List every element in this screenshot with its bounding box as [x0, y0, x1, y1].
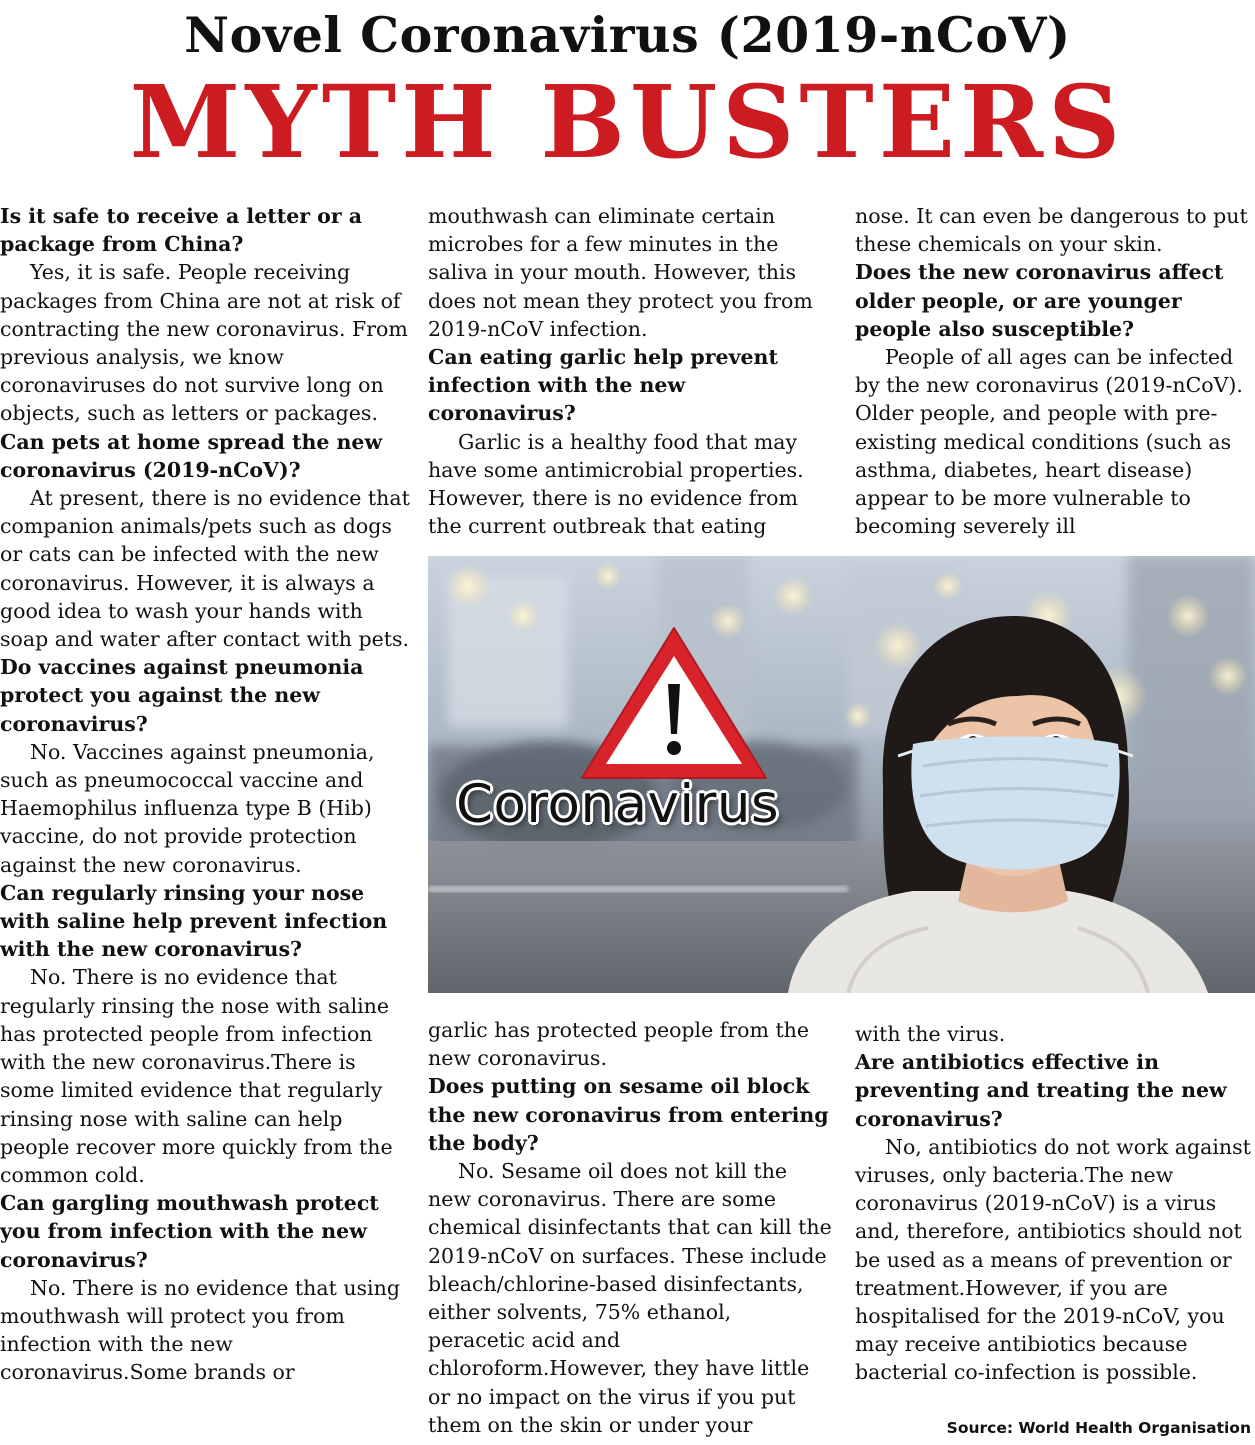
question-heading: Can gargling mouthwash protect you from infection with the new coronavirus?: [0, 1191, 379, 1272]
answer-text: No. Vaccines against pneumonia, such as pneumococcal vaccine and Haemophilus influenza type B (Hib) vaccine, do not provide protection against the new coronavirus.: [0, 739, 375, 877]
question-heading: Does the new coronavirus affect older people, or are younger people also susceptible?: [855, 260, 1224, 341]
question-heading: Can pets at home spread the new coronavirus (2019-nCoV)?: [0, 429, 383, 482]
answer-text: No. There is no evidence that regularly rinsing the nose with saline has protected people from infection with the new coronavirus.There is some limited evidence that regularly rinsing nose with saline can help people recover more quickly from the common cold.: [0, 965, 393, 1187]
answer-text: No. There is no evidence that using mouthwash will protect you from infection with the new coronavirus.Some brands or: [0, 1275, 400, 1385]
continued-text: with the virus.: [855, 1022, 1006, 1046]
coronavirus-photo: [428, 556, 1255, 993]
answer-text: At present, there is no evidence that companion animals/pets such as dogs or cats can be infected with the new coronavirus. However, it is always a good idea to wash your hands with soap and water after contact with pets.: [0, 486, 410, 652]
column-2-top: [428, 202, 833, 540]
page-subtitle: Novel Coronavirus (2019-nCoV): [184, 6, 1071, 64]
continued-text: garlic has protected people from the new coronavirus.: [428, 1018, 810, 1071]
question-heading: Do vaccines against pneumonia protect you against the new coronavirus?: [0, 655, 364, 736]
question-heading: Can eating garlic help prevent infection with the new coronavirus?: [428, 345, 778, 426]
answer-text: Yes, it is safe. People receiving packages from China are not at risk of contracting the new coronavirus. From previous analysis, we know coronaviruses do not survive long on objects, such as letters or packages.: [0, 260, 408, 426]
answer-text: Garlic is a healthy food that may have some antimicrobial properties. However, there is no evidence from the current outbreak that eating: [428, 429, 804, 539]
question-heading: Is it safe to receive a letter or a package from China?: [0, 204, 363, 257]
question-heading: Are antibiotics effective in preventing and treating the new coronavirus?: [855, 1050, 1227, 1131]
answer-text: No. Sesame oil does not kill the new coronavirus. There are some chemical disinfectants that can kill the 2019-nCoV on surfaces. These include bleach/chlorine-based disinfectants, either solvents, 75% ethanol, peracetic acid and chloroform.However, they have little or no impact on the virus if you put them on the skin or under your: [428, 1159, 832, 1437]
coronavirus-caption: Coronavirus: [456, 774, 780, 835]
source-credit: Source: World Health Organisation: [946, 1419, 1251, 1437]
continued-text: nose. It can even be dangerous to put these chemicals on your skin.: [855, 204, 1248, 257]
question-heading: Can regularly rinsing your nose with saline help prevent infection with the new coronavirus?: [0, 880, 388, 962]
column-2-bottom: [428, 1016, 833, 1439]
column-1: [0, 202, 410, 1387]
answer-text: People of all ages can be infected by the new coronavirus (2019-nCoV). Older people, and people with pre-existing medical conditions (such as asthma, diabetes, heart disease) appear to be more vulnerable to becoming severely ill: [855, 345, 1243, 539]
continued-text: mouthwash can eliminate certain microbes for a few minutes in the saliva in your mouth. However, this does not mean they protect you from 2019-nCoV infection.: [428, 204, 813, 341]
question-heading: Does putting on sesame oil block the new coronavirus from entering the body?: [428, 1074, 829, 1155]
column-3-bottom: [855, 1020, 1255, 1387]
page-title: MYTH BUSTERS: [129, 63, 1126, 181]
column-3-top: [855, 202, 1255, 540]
answer-text: No, antibiotics do not work against viruses, only bacteria.The new coronavirus (2019-nCoV) is a virus and, therefore, antibiotics should not be used as a means of prevention or treatment.However, if you are hospitalised for the 2019-nCoV, you may receive antibiotics because bacterial co-infection is possible.: [855, 1134, 1251, 1385]
